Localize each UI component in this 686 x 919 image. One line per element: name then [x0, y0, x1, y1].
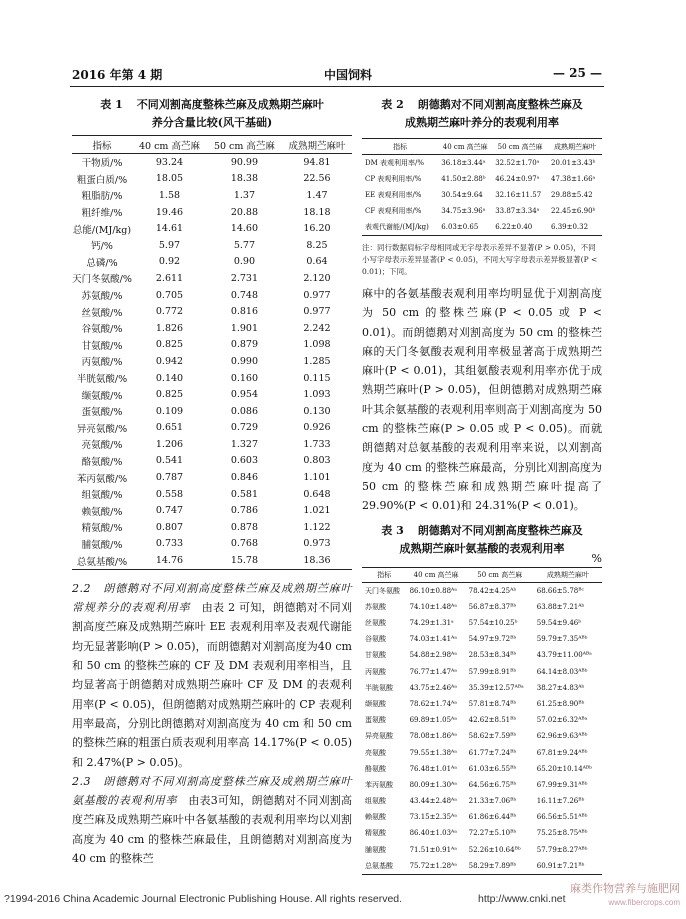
table-cell: 71.51±0.91ᴬᵃ — [409, 845, 457, 854]
journal-name: 中国饲料 — [324, 68, 373, 82]
table-row — [72, 154, 352, 171]
table-cell: 0.748 — [230, 289, 259, 301]
table-cell: 19.46 — [155, 206, 184, 218]
table-cell: 0.878 — [230, 521, 259, 533]
table-row — [72, 237, 352, 254]
row-label: 粗脂肪/% — [81, 191, 123, 203]
table-cell: 1.37 — [233, 189, 255, 201]
table-cell: 0.747 — [155, 505, 184, 517]
column-header: 40 cm 高苎麻 — [438, 139, 492, 155]
table-cell: 0.825 — [155, 339, 184, 351]
table-cell: 6.39±0.32 — [548, 219, 602, 236]
table-cell: 57.79±8.27ᴬᴮᵇ — [536, 845, 588, 854]
table-cell: 0.816 — [230, 306, 259, 318]
row-label: 蛋氨酸 — [365, 716, 386, 725]
table-cell: 0.807 — [155, 521, 184, 533]
table2-title-line1: 朗德鹅对不同刈割高度整株苎麻及 — [417, 98, 583, 111]
table-cell: 64.56±6.75ᴮᵇ — [468, 780, 517, 789]
table-cell: 0.825 — [155, 389, 184, 401]
table-cell: 34.75±3.96ᵃ — [441, 207, 486, 215]
table-cell: 14.61 — [155, 223, 184, 235]
row-label: 精氨酸 — [365, 829, 386, 838]
watermark — [570, 883, 680, 909]
table-cell: 1.098 — [303, 339, 331, 351]
table-cell: 0.558 — [155, 488, 184, 500]
column-header: 指标 — [362, 139, 438, 155]
table-cell: 61.03±6.55ᴮᵇ — [468, 764, 517, 773]
table2-header-row — [362, 139, 602, 155]
table2-title-line2: 成熟期苎麻叶养分的表观利用率 — [405, 116, 559, 129]
table-cell: 0.90 — [233, 256, 255, 268]
row-label: 亮氨酸 — [365, 748, 386, 757]
table-cell: 8.25 — [306, 239, 328, 251]
table-cell: 1.285 — [303, 355, 331, 367]
table-row — [72, 420, 352, 437]
table-cell: 6.22±0.40 — [492, 219, 548, 236]
table-row — [362, 842, 602, 858]
row-label: 干物质/% — [81, 158, 123, 170]
left-column — [72, 96, 352, 868]
table1-title-line1: 不同刈割高度整株苎麻及成熟期苎麻叶 — [136, 98, 324, 111]
table-cell: 64.14±8.03ᴬᴮᵇ — [536, 667, 588, 676]
table-cell: 78.42±4.25ᴬᵇ — [468, 586, 517, 595]
section-2-3-text: 由表3可知，朗德鹅对不同刈割高度苎麻及成熟期苎麻叶中各氨基酸的表观利用率均以刈割高度为 40 cm 的整株苎麻最佳，且朗德鹅对刈割高度为 40 cm 的整株苎 — [72, 794, 352, 865]
table-cell: 32.52±1.70ᵃ — [495, 159, 540, 167]
table-cell: 61.25±8.90ᴮᵇ — [536, 699, 585, 708]
table3 — [362, 567, 602, 875]
table-cell: 30.54±9.64 — [441, 191, 483, 199]
table-cell: 33.87±3.34ᵃ — [495, 207, 540, 215]
table3-body — [362, 582, 602, 874]
table-cell: 2.731 — [230, 272, 259, 284]
table2-note: 注：同行数据肩标字母相同或无字母表示差异不显著(P > 0.05)，不同小写字母表示差异显著(P < 0.05)，不同大写字母表示差异极显著(P < 0.01)；下同。 — [362, 243, 598, 276]
table-row — [362, 631, 602, 647]
table2-number: 表 2 — [381, 98, 404, 111]
row-label: CP 表观利用率/% — [365, 175, 422, 183]
row-label: 酪氨酸/% — [81, 456, 123, 468]
table-cell: 43.79±11.00ᴬᴮᵃ — [536, 651, 592, 660]
table-cell: 6.03±0.65 — [438, 219, 492, 236]
table-row — [72, 370, 352, 387]
table-cell: 0.92 — [158, 256, 181, 268]
table-cell: 67.99±9.31ᴬᴮᵇ — [536, 780, 588, 789]
table-row — [72, 536, 352, 553]
table-cell: 90.99 — [230, 156, 259, 168]
table3-number: 表 3 — [381, 523, 404, 537]
column-header: 指标 — [362, 567, 407, 582]
row-label: 总能/(MJ/kg) — [72, 224, 132, 236]
row-label: 苯丙氨酸/% — [76, 473, 128, 485]
table-row — [72, 270, 352, 287]
row-label: 总氨基酸 — [362, 858, 407, 875]
section-2-2-heading: 2.2 朗德鹅对不同刈割高度整株苎麻及成熟期苎麻叶常规养分的表观利用率 — [72, 581, 352, 615]
table-cell: 0.648 — [303, 488, 331, 500]
table-cell: 67.81±9.24ᴬᴮᵇ — [536, 748, 588, 757]
table-row — [362, 712, 602, 728]
table-cell: 18.18 — [303, 206, 331, 218]
table-cell: 0.581 — [230, 488, 259, 500]
table-cell: 0.140 — [155, 372, 184, 384]
table-cell: 80.09±1.30ᴬᵃ — [409, 780, 457, 789]
table-cell: 54.88±2.98ᴬᵃ — [409, 651, 457, 660]
table3-unit: % — [591, 551, 602, 565]
table-cell: 20.88 — [230, 206, 259, 218]
table-cell: 0.803 — [303, 455, 331, 467]
row-label: 组氨酸 — [365, 797, 386, 806]
table-row — [362, 744, 602, 760]
table-cell: 0.786 — [230, 505, 259, 517]
table-cell: 56.87±8.37ᴮᵇ — [468, 602, 517, 611]
row-label: 脯氨酸/% — [81, 539, 123, 551]
table-row — [362, 615, 602, 631]
table-cell: 0.64 — [306, 256, 328, 268]
table-cell: 42.62±8.51ᴮᵇ — [468, 716, 517, 725]
table-row — [72, 486, 352, 503]
table-row — [362, 647, 602, 663]
row-label: 组氨酸/% — [81, 490, 123, 502]
row-label: 总磷/% — [86, 257, 118, 269]
table-cell: 1.47 — [306, 189, 328, 201]
row-label: 蛋氨酸/% — [81, 407, 123, 419]
row-label: 苏氨酸/% — [81, 291, 123, 303]
table-cell: 5.77 — [233, 239, 255, 251]
table-cell: 0.115 — [303, 372, 331, 384]
row-label: 脯氨酸 — [365, 845, 386, 854]
table-cell: 0.977 — [303, 289, 331, 301]
section-2-2-text: 由表 2 可知，朗德鹅对不同刈割高度苎麻及成熟期苎麻叶 EE 表观利用率及表观代谢能均无显著影响(P > 0.05)，而朗德鹅对刈割高度为40 cm 和 50 cm 的整株苎麻的 CF 及 DM 表观利用率相当，且均显著高于朗德鹅对成熟期苎麻叶 CF 及 DM 的表观利用率(P < 0.05)，但朗德鹅对成熟期苎麻叶的 CP 表观利用率最高，分别比朗德鹅对刈割高度为 40 cm 和 50 cm 的整株苎麻的粗蛋白质表观利用率高 14.17%(P < 0.05)和 2.47%(P > 0.05)。 — [72, 601, 353, 769]
table-cell: 36.18±3.44ᵃ — [441, 159, 486, 167]
column-header: 40 cm 高苎麻 — [132, 136, 207, 154]
table-cell: 0.846 — [230, 472, 259, 484]
table-cell: 73.15±2.35ᴬᵃ — [409, 813, 457, 822]
row-label: 表观代谢能/(MJ/kg) — [362, 219, 438, 236]
table-row — [362, 203, 602, 219]
table-cell: 61.77±7.24ᴮᵇ — [468, 748, 517, 757]
row-label: 钙/% — [91, 241, 113, 253]
table-row — [72, 469, 352, 486]
table-cell: 94.81 — [303, 156, 331, 168]
table-cell: 0.729 — [230, 422, 259, 434]
table-row — [72, 403, 352, 420]
table-cell: 2.611 — [155, 272, 184, 284]
section-2-3-heading: 2.3 朗德鹅对不同刈割高度整株苎麻及成熟期苎麻叶氨基酸的表观利用率 — [72, 774, 352, 808]
row-label: 缬氨酸 — [365, 699, 386, 708]
row-label: 天门冬氨酸/% — [72, 274, 132, 286]
table-row — [362, 858, 602, 875]
table-cell: 14.76 — [132, 552, 207, 569]
table1 — [72, 135, 352, 570]
table-cell: 57.02±6.32ᴬᴮᵃ — [536, 716, 588, 725]
watermark-line1: 麻类作物营养与施肥网 — [570, 883, 680, 895]
table-cell: 0.772 — [155, 306, 184, 318]
right-column — [362, 96, 602, 875]
table-cell: 68.66±5.78ᴮᶜ — [536, 586, 584, 595]
table-cell: 0.086 — [230, 405, 259, 417]
table-cell: 59.54±9.46ᵇ — [536, 619, 582, 628]
row-label: 苯丙氨酸 — [365, 780, 393, 789]
table-cell: 63.88±7.21ᴬᵇ — [536, 602, 585, 611]
row-label: 半胱氨酸 — [365, 683, 393, 692]
row-label: 总氨基酸/% — [72, 552, 132, 569]
table-cell: 43.75±2.46ᴬᵃ — [409, 683, 457, 692]
table-row — [362, 582, 602, 599]
table-row — [362, 219, 602, 236]
table-cell: 0.603 — [230, 455, 259, 467]
row-label: 粗纤维/% — [81, 208, 123, 220]
table-cell: 1.122 — [303, 521, 331, 533]
table3-header-row — [362, 567, 602, 582]
table-cell: 22.56 — [303, 173, 331, 185]
table-cell: 79.55±1.38ᴬᵃ — [409, 748, 457, 757]
table-cell: 41.50±2.88ᵇ — [441, 175, 486, 183]
table2-body — [362, 155, 602, 236]
table-cell: 22.45±6.90ᵇ — [551, 207, 596, 215]
column-header: 40 cm 高苎麻 — [407, 567, 466, 582]
row-label: 丙氨酸/% — [81, 357, 123, 369]
table1-title-line2: 养分含量比较(风干基础) — [151, 116, 273, 129]
column-header: 50 cm 高苎麻 — [466, 567, 534, 582]
table-row — [72, 436, 352, 453]
table-cell: 58.29±7.89ᴮᵇ — [466, 858, 534, 875]
table-cell: 58.62±7.59ᴮᵇ — [468, 732, 517, 741]
table-cell: 78.62±1.74ᴬᵃ — [409, 699, 457, 708]
table-cell: 0.109 — [155, 405, 184, 417]
table-cell: 16.20 — [303, 223, 331, 235]
table-cell: 74.10±1.48ᴬᵃ — [409, 602, 457, 611]
column-header: 50 cm 高苎麻 — [207, 136, 282, 154]
table-cell: 62.96±9.63ᴬᴮᵇ — [536, 732, 588, 741]
table-row — [72, 320, 352, 337]
table-cell: 57.99±8.91ᴮᵇ — [468, 667, 517, 676]
table2-caption — [362, 96, 602, 114]
table-cell: 52.26±10.64ᴮᵇ — [468, 845, 521, 854]
table1-body — [72, 154, 352, 570]
table-cell: 93.24 — [155, 156, 184, 168]
table-cell: 32.16±11.57 — [495, 191, 542, 199]
table-row — [362, 728, 602, 744]
table-row — [72, 187, 352, 204]
table-row — [362, 680, 602, 696]
table-cell: 46.24±0.97ᵃ — [495, 175, 540, 183]
table-row — [362, 696, 602, 712]
table-row — [72, 502, 352, 519]
table-cell: 59.79±7.35ᴬᴮᵇ — [536, 635, 588, 644]
table-cell: 0.990 — [230, 355, 259, 367]
table-row — [72, 287, 352, 304]
table-cell: 72.27±5.10ᴮᵇ — [468, 829, 517, 838]
table-cell: 16.11±7.26ᴮᵇ — [536, 797, 585, 806]
table-row — [362, 761, 602, 777]
table1-number: 表 1 — [100, 98, 123, 111]
row-label: 缬氨酸/% — [81, 390, 123, 402]
table-cell: 0.541 — [155, 455, 184, 467]
table-row — [72, 171, 352, 188]
table-cell: 76.77±1.47ᴬᵃ — [409, 667, 457, 676]
table-row — [72, 552, 352, 569]
table-cell: 0.973 — [303, 538, 331, 550]
row-label: DM 表观利用率/% — [365, 159, 425, 167]
table-cell: 60.91±7.21ᴮᵇ — [534, 858, 602, 875]
table-cell: 1.327 — [230, 438, 259, 450]
table-cell: 1.101 — [303, 472, 331, 484]
table1-header-row — [72, 136, 352, 154]
table-cell: 0.130 — [303, 405, 331, 417]
table-cell: 1.826 — [155, 322, 184, 334]
table-cell: 86.10±0.88ᴬᵃ — [409, 586, 457, 595]
row-label: 谷氨酸/% — [81, 324, 123, 336]
table-cell: 54.97±9.72ᴮᵇ — [468, 635, 517, 644]
table-row — [72, 519, 352, 536]
row-label: 粗蛋白质/% — [76, 174, 128, 186]
table-row — [72, 353, 352, 370]
table-cell: 0.651 — [155, 422, 184, 434]
table-cell: 0.768 — [230, 538, 259, 550]
row-label: 异亮氨酸 — [365, 732, 393, 741]
table-row — [362, 187, 602, 203]
row-label: 甘氨酸 — [365, 651, 386, 660]
table-cell: 1.021 — [303, 505, 331, 517]
row-label: 丙氨酸 — [365, 667, 386, 676]
table-row — [72, 254, 352, 271]
table-cell: 76.48±1.01ᴬᵃ — [409, 764, 457, 773]
table-cell: 14.60 — [230, 223, 259, 235]
table2 — [362, 138, 602, 236]
table-row — [72, 303, 352, 320]
row-label: 甘氨酸/% — [81, 340, 123, 352]
table-cell: 66.56±5.51ᴬᴮᵇ — [536, 813, 588, 822]
table-cell: 15.78 — [207, 552, 282, 569]
results-paragraph: 麻中的各氨基酸表观利用率均明显优于刈割高度为 50 cm 的整株苎麻(P < 0.05 或 P < 0.01)。而朗德鹅对刈割高度为 50 cm 的整株苎麻的天门冬氨酸表观利用率极显著高于成熟期苎麻叶(P < 0.01)，其组氨酸表观利用率亦优于成熟期苎麻叶(P > 0.05)，但朗德鹅对成熟期苎麻叶其余氨基酸的表观利用率则高于刈割高度为 50 cm 的整株苎麻(P > 0.05 或 P < 0.05)。而就朗德鹅对总氨基酸的表观利用率来说，以刈割高度为 40 cm 的整株苎麻最高，分别比刈割高度为 50 cm 的整株苎麻和成熟期苎麻叶提高了 29.90%(P < 0.01)和 24.31%(P < 0.01)。 — [362, 287, 602, 513]
table-cell: 69.89±1.05ᴬᵃ — [409, 716, 457, 725]
table-cell: 75.25±8.75ᴬᴮᵇ — [536, 829, 588, 838]
table-row — [72, 337, 352, 354]
table-cell: 1.093 — [303, 389, 331, 401]
table-cell: 0.160 — [230, 372, 259, 384]
table-cell: 75.72±1.28ᴬᵃ — [407, 858, 466, 875]
row-label: 精氨酸/% — [81, 523, 123, 535]
table-cell: 86.40±1.03ᴬᵃ — [409, 829, 457, 838]
cnki-link[interactable]: http://www.cnki.net — [478, 893, 566, 905]
table-cell: 57.81±8.74ᴮᵇ — [468, 699, 517, 708]
table-cell: 0.705 — [155, 289, 184, 301]
table-row — [362, 155, 602, 172]
table-cell: 0.942 — [155, 355, 184, 367]
running-header — [72, 66, 602, 84]
table3-title-line1: 朗德鹅对不同刈割高度整株苎麻及 — [417, 523, 583, 537]
row-label: 赖氨酸/% — [81, 506, 123, 518]
table-cell: 18.38 — [230, 173, 259, 185]
table-row — [72, 220, 352, 237]
copyright-notice: ?1994-2016 China Academic Journal Electronic Publishing House. All rights reserved. — [4, 893, 403, 905]
table-cell: 1.901 — [230, 322, 259, 334]
table-cell: 0.879 — [230, 339, 259, 351]
table-cell: 78.08±1.86ᴬᵃ — [409, 732, 457, 741]
row-label: EE 表观利用率/% — [365, 191, 422, 199]
table-row — [362, 171, 602, 187]
column-header: 50 cm 高苎麻 — [492, 139, 548, 155]
table-cell: 2.242 — [303, 322, 331, 334]
header-rule — [70, 86, 604, 87]
column-header: 指标 — [72, 136, 132, 154]
table-cell: 28.53±8.34ᴮᵇ — [468, 651, 517, 660]
row-label: 苏氨酸 — [365, 602, 386, 611]
table-cell: 21.33±7.06ᴮᵇ — [468, 797, 517, 806]
table-cell: 18.36 — [282, 552, 352, 569]
table-row — [362, 825, 602, 841]
table-cell: 65.20±10.14ᴬᴮᵇ — [536, 764, 592, 773]
table-cell: 1.733 — [303, 438, 331, 450]
watermark-line2: www.fibercrops.com — [608, 898, 680, 907]
table-cell: 0.926 — [303, 422, 331, 434]
row-label: 丝氨酸/% — [81, 307, 123, 319]
table-row — [72, 204, 352, 221]
page-number: — 25 — — [552, 66, 602, 80]
row-label: 谷氨酸 — [365, 635, 386, 644]
table-cell: 35.39±12.57ᴬᴮᵃ — [468, 683, 524, 692]
table-cell: 57.54±10.25ᵇ — [468, 619, 518, 628]
table-cell: 20.01±3.43ᵇ — [551, 159, 596, 167]
table-row — [362, 793, 602, 809]
row-label: 半胱氨酸/% — [76, 374, 128, 386]
table-cell: 61.86±6.44ᴮᵇ — [468, 813, 517, 822]
table-row — [72, 453, 352, 470]
table-cell: 5.97 — [158, 239, 181, 251]
row-label: CF 表观利用率/% — [365, 207, 422, 215]
table-cell: 47.38±1.66ᵃ — [551, 175, 596, 183]
row-label: 丝氨酸 — [365, 619, 386, 628]
issue-label: 2016 年第 4 期 — [72, 68, 163, 82]
table-cell: 1.206 — [155, 438, 184, 450]
row-label: 异亮氨酸/% — [76, 423, 128, 435]
section-2-2 — [72, 579, 352, 772]
table-cell: 43.44±2.48ᴬᵃ — [409, 797, 457, 806]
table-row — [362, 777, 602, 793]
row-label: 赖氨酸 — [365, 813, 386, 822]
table3-title-line2: 成熟期苎麻叶氨基酸的表观利用率 — [399, 541, 565, 555]
table-row — [362, 809, 602, 825]
table-cell: 74.29±1.31ᵃ — [409, 619, 454, 628]
column-header: 成熟期苎麻叶 — [282, 136, 352, 154]
table-cell: 74.03±1.41ᴬᵃ — [409, 635, 457, 644]
table-row — [72, 386, 352, 403]
row-label: 酪氨酸 — [365, 764, 386, 773]
row-label: 亮氨酸/% — [81, 440, 123, 452]
table-cell: 0.787 — [155, 472, 184, 484]
column-header: 成熟期苎麻叶 — [534, 567, 602, 582]
table-cell: 2.120 — [303, 272, 331, 284]
table-cell: 29.88±5.42 — [551, 191, 593, 199]
table-row — [362, 599, 602, 615]
table-cell: 1.58 — [158, 189, 181, 201]
table-cell: 38.27±4.83ᴬᵇ — [536, 683, 585, 692]
section-2-3 — [72, 772, 352, 868]
table-cell: 0.954 — [230, 389, 259, 401]
table3-caption — [362, 522, 602, 540]
table-row — [362, 664, 602, 680]
column-header: 成熟期苎麻叶 — [548, 139, 602, 155]
table-cell: 0.733 — [155, 538, 184, 550]
table-cell: 18.05 — [155, 173, 184, 185]
table1-caption — [72, 96, 352, 114]
table-cell: 0.977 — [303, 306, 331, 318]
row-label: 天门冬氨酸 — [365, 586, 400, 595]
